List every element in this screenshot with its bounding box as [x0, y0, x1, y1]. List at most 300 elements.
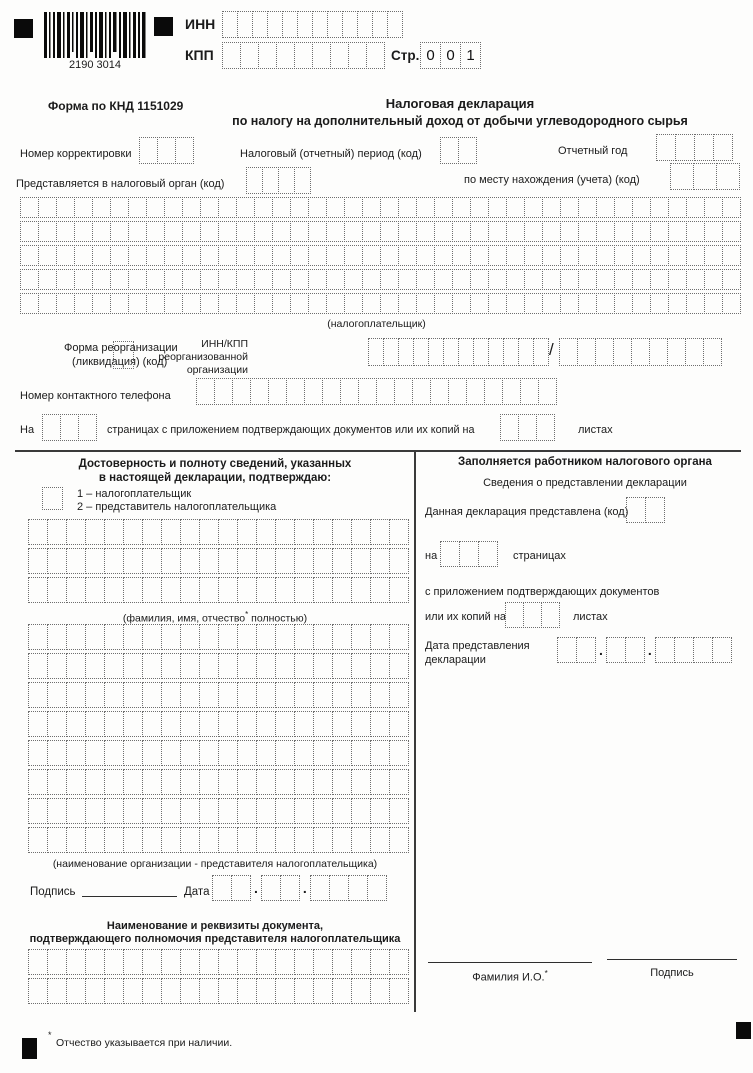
form-cell[interactable] [332, 949, 352, 975]
form-cell[interactable] [668, 269, 687, 290]
form-cell[interactable] [458, 338, 474, 366]
form-cell[interactable] [387, 11, 403, 38]
form-cell[interactable] [712, 637, 732, 663]
form-cell[interactable] [104, 827, 124, 853]
form-cell[interactable] [261, 875, 281, 901]
form-cell[interactable] [161, 827, 181, 853]
form-cell[interactable] [110, 221, 129, 242]
form-cell[interactable] [180, 624, 200, 650]
form-cell[interactable] [370, 624, 390, 650]
form-cell[interactable] [290, 245, 309, 266]
form-cell[interactable] [218, 221, 237, 242]
declaration-submitted-code-field[interactable] [626, 497, 665, 523]
form-cell[interactable] [47, 682, 67, 708]
form-cell[interactable] [275, 548, 295, 574]
form-cell[interactable] [326, 245, 345, 266]
form-cell[interactable] [104, 624, 124, 650]
form-cell[interactable] [142, 624, 162, 650]
form-cell[interactable] [85, 711, 105, 737]
form-cell[interactable] [389, 548, 409, 574]
form-cell[interactable] [218, 827, 238, 853]
form-cell[interactable] [342, 11, 358, 38]
form-cell[interactable] [182, 197, 201, 218]
form-cell[interactable] [142, 711, 162, 737]
form-cell[interactable] [254, 245, 273, 266]
form-cell[interactable] [716, 163, 740, 190]
form-cell[interactable] [161, 949, 181, 975]
form-cell[interactable] [416, 197, 435, 218]
form-cell[interactable] [294, 577, 314, 603]
form-cell[interactable] [123, 548, 143, 574]
form-cell[interactable] [47, 798, 67, 824]
form-cell[interactable] [161, 548, 181, 574]
form-cell[interactable] [478, 541, 498, 567]
form-cell[interactable] [704, 245, 723, 266]
form-cell[interactable] [47, 548, 67, 574]
form-cell[interactable] [704, 221, 723, 242]
form-cell[interactable] [123, 798, 143, 824]
form-cell[interactable] [180, 682, 200, 708]
form-cell[interactable] [267, 11, 283, 38]
form-cell[interactable] [123, 827, 143, 853]
form-cell[interactable] [275, 577, 295, 603]
form-cell[interactable] [304, 378, 323, 405]
form-cell[interactable] [668, 197, 687, 218]
form-cell[interactable] [596, 245, 615, 266]
copies-count-field-right[interactable] [505, 602, 560, 628]
form-cell[interactable] [254, 197, 273, 218]
form-cell[interactable] [632, 293, 651, 314]
form-cell[interactable] [28, 978, 48, 1004]
form-cell[interactable] [416, 293, 435, 314]
form-cell[interactable] [313, 548, 333, 574]
form-cell[interactable] [557, 637, 577, 663]
form-cell[interactable] [104, 740, 124, 766]
form-cell[interactable] [236, 197, 255, 218]
form-cell[interactable] [440, 137, 459, 164]
form-cell[interactable] [344, 221, 363, 242]
form-cell[interactable] [199, 949, 219, 975]
form-cell[interactable] [370, 653, 390, 679]
form-cell[interactable] [42, 487, 63, 510]
form-cell[interactable] [668, 221, 687, 242]
form-cell[interactable] [66, 769, 86, 795]
form-cell[interactable] [370, 577, 390, 603]
form-cell[interactable] [200, 221, 219, 242]
form-cell[interactable] [313, 827, 333, 853]
form-cell[interactable] [294, 167, 311, 194]
form-cell[interactable] [66, 577, 86, 603]
form-cell[interactable] [394, 378, 413, 405]
form-cell[interactable] [142, 769, 162, 795]
form-cell[interactable] [85, 827, 105, 853]
form-cell[interactable] [182, 221, 201, 242]
form-cell[interactable] [370, 682, 390, 708]
form-cell[interactable] [332, 519, 352, 545]
form-cell[interactable] [520, 378, 539, 405]
form-cell[interactable] [704, 293, 723, 314]
form-cell[interactable] [38, 245, 57, 266]
form-cell[interactable] [313, 798, 333, 824]
form-cell[interactable] [358, 378, 377, 405]
form-cell[interactable] [275, 798, 295, 824]
form-cell[interactable] [66, 740, 86, 766]
form-cell[interactable] [505, 602, 524, 628]
form-cell[interactable] [231, 875, 251, 901]
form-cell[interactable] [614, 245, 633, 266]
form-cell[interactable] [180, 577, 200, 603]
form-cell[interactable] [199, 798, 219, 824]
form-cell[interactable] [344, 293, 363, 314]
form-cell[interactable] [92, 245, 111, 266]
form-cell[interactable] [488, 338, 504, 366]
representative-org-grid[interactable] [28, 624, 409, 856]
form-cell[interactable] [290, 197, 309, 218]
form-cell[interactable] [542, 197, 561, 218]
form-cell[interactable] [180, 519, 200, 545]
form-cell[interactable] [459, 541, 479, 567]
form-cell[interactable] [254, 293, 273, 314]
form-cell[interactable] [256, 577, 276, 603]
form-cell[interactable] [180, 740, 200, 766]
form-cell[interactable] [275, 740, 295, 766]
form-cell[interactable] [42, 414, 61, 441]
form-cell[interactable] [180, 798, 200, 824]
form-cell[interactable] [20, 269, 39, 290]
form-cell[interactable] [313, 577, 333, 603]
form-cell[interactable] [110, 293, 129, 314]
form-cell[interactable] [56, 221, 75, 242]
form-cell[interactable] [370, 519, 390, 545]
form-cell[interactable] [164, 245, 183, 266]
form-cell[interactable] [47, 740, 67, 766]
form-cell[interactable] [104, 519, 124, 545]
form-cell[interactable] [294, 827, 314, 853]
form-cell[interactable] [28, 949, 48, 975]
form-cell[interactable] [237, 827, 257, 853]
location-code-field[interactable] [670, 163, 740, 190]
form-cell[interactable] [332, 711, 352, 737]
form-cell[interactable] [104, 949, 124, 975]
form-cell[interactable] [332, 577, 352, 603]
form-cell[interactable] [332, 740, 352, 766]
form-cell[interactable] [236, 245, 255, 266]
form-cell[interactable] [237, 798, 257, 824]
report-year-field[interactable] [656, 134, 733, 161]
form-cell[interactable] [56, 293, 75, 314]
form-cell[interactable] [28, 740, 48, 766]
form-cell[interactable] [256, 798, 276, 824]
form-cell[interactable] [452, 293, 471, 314]
form-cell[interactable] [398, 338, 414, 366]
form-cell[interactable] [222, 11, 238, 38]
form-cell[interactable] [110, 197, 129, 218]
form-cell[interactable] [146, 269, 165, 290]
form-cell[interactable] [313, 519, 333, 545]
form-cell[interactable] [218, 798, 238, 824]
form-cell[interactable] [161, 711, 181, 737]
form-cell[interactable] [524, 269, 543, 290]
form-cell[interactable] [434, 245, 453, 266]
form-cell[interactable] [256, 624, 276, 650]
form-cell[interactable] [308, 293, 327, 314]
form-cell[interactable] [74, 221, 93, 242]
contact-phone-field[interactable] [196, 378, 557, 405]
form-cell[interactable] [200, 293, 219, 314]
form-cell[interactable] [146, 197, 165, 218]
form-cell[interactable] [632, 245, 651, 266]
signer-type-checkbox[interactable] [42, 487, 63, 510]
form-cell[interactable] [376, 378, 395, 405]
form-cell[interactable] [577, 338, 596, 366]
form-cell[interactable] [370, 949, 390, 975]
form-cell[interactable] [199, 740, 219, 766]
form-cell[interactable] [294, 548, 314, 574]
tax-period-field[interactable] [440, 137, 477, 164]
form-cell[interactable] [142, 978, 162, 1004]
form-cell[interactable] [66, 682, 86, 708]
form-cell[interactable] [380, 293, 399, 314]
form-cell[interactable] [275, 682, 295, 708]
form-cell[interactable] [182, 269, 201, 290]
form-cell[interactable] [218, 949, 238, 975]
form-cell[interactable] [47, 519, 67, 545]
form-cell[interactable] [218, 682, 238, 708]
form-cell[interactable] [237, 624, 257, 650]
form-cell[interactable] [434, 221, 453, 242]
form-cell[interactable] [389, 769, 409, 795]
form-cell[interactable] [332, 682, 352, 708]
form-cell[interactable] [614, 197, 633, 218]
tax-authority-field[interactable] [246, 167, 311, 194]
form-cell[interactable] [523, 602, 542, 628]
form-cell[interactable] [348, 875, 368, 901]
form-cell[interactable] [340, 378, 359, 405]
form-cell[interactable] [199, 682, 219, 708]
form-cell[interactable] [412, 378, 431, 405]
form-cell[interactable] [123, 949, 143, 975]
form-cell[interactable] [313, 653, 333, 679]
form-cell[interactable] [506, 293, 525, 314]
form-cell[interactable] [123, 577, 143, 603]
form-cell[interactable] [313, 624, 333, 650]
form-cell[interactable] [631, 338, 650, 366]
form-cell[interactable] [389, 827, 409, 853]
form-cell[interactable] [668, 293, 687, 314]
form-cell[interactable] [28, 624, 48, 650]
form-cell[interactable] [542, 245, 561, 266]
form-cell[interactable] [332, 653, 352, 679]
form-cell[interactable] [290, 269, 309, 290]
form-cell[interactable] [218, 978, 238, 1004]
form-cell[interactable] [366, 42, 385, 69]
form-cell[interactable] [237, 740, 257, 766]
form-cell[interactable] [294, 798, 314, 824]
form-cell[interactable] [560, 221, 579, 242]
form-cell[interactable] [278, 167, 295, 194]
form-cell[interactable] [28, 827, 48, 853]
form-cell[interactable] [196, 378, 215, 405]
form-cell[interactable] [484, 378, 503, 405]
form-cell[interactable] [416, 221, 435, 242]
date-month-field[interactable] [261, 875, 300, 901]
form-cell[interactable] [146, 293, 165, 314]
form-cell[interactable] [542, 293, 561, 314]
form-cell[interactable] [506, 269, 525, 290]
form-cell[interactable] [650, 245, 669, 266]
form-cell[interactable] [85, 653, 105, 679]
form-cell[interactable] [66, 711, 86, 737]
form-cell[interactable] [74, 197, 93, 218]
form-cell[interactable] [668, 245, 687, 266]
form-cell[interactable] [694, 134, 714, 161]
form-cell[interactable] [686, 269, 705, 290]
form-cell[interactable] [330, 42, 349, 69]
form-cell[interactable] [686, 197, 705, 218]
form-cell[interactable] [722, 197, 741, 218]
form-cell[interactable] [47, 711, 67, 737]
form-cell[interactable] [161, 769, 181, 795]
form-cell[interactable] [541, 602, 560, 628]
form-cell[interactable] [596, 293, 615, 314]
form-cell[interactable] [506, 197, 525, 218]
form-cell[interactable] [218, 245, 237, 266]
form-cell[interactable] [452, 221, 471, 242]
form-cell[interactable] [614, 221, 633, 242]
form-cell[interactable] [713, 134, 733, 161]
form-cell[interactable] [254, 269, 273, 290]
form-cell[interactable] [85, 769, 105, 795]
form-cell[interactable] [199, 577, 219, 603]
form-cell[interactable] [452, 197, 471, 218]
form-cell[interactable] [232, 378, 251, 405]
form-cell[interactable] [693, 637, 713, 663]
form-cell[interactable] [110, 245, 129, 266]
form-cell[interactable] [362, 269, 381, 290]
form-cell[interactable] [503, 338, 519, 366]
reorg-inn-field[interactable] [368, 338, 549, 366]
form-cell[interactable] [351, 682, 371, 708]
form-cell[interactable] [370, 798, 390, 824]
form-cell[interactable] [262, 167, 279, 194]
form-cell[interactable] [413, 338, 429, 366]
form-cell[interactable] [632, 221, 651, 242]
form-cell[interactable] [674, 637, 694, 663]
form-cell[interactable] [275, 827, 295, 853]
form-cell[interactable] [398, 293, 417, 314]
form-cell[interactable] [297, 11, 313, 38]
date-year-field[interactable] [655, 637, 732, 663]
form-cell[interactable] [275, 519, 295, 545]
form-cell[interactable] [240, 42, 259, 69]
form-cell[interactable] [272, 221, 291, 242]
form-cell[interactable] [47, 577, 67, 603]
form-cell[interactable] [104, 548, 124, 574]
form-cell[interactable] [286, 378, 305, 405]
form-cell[interactable] [182, 293, 201, 314]
date-month-field[interactable] [606, 637, 645, 663]
form-cell[interactable] [313, 740, 333, 766]
form-cell[interactable] [434, 269, 453, 290]
form-cell[interactable] [506, 245, 525, 266]
form-cell[interactable] [182, 245, 201, 266]
form-cell[interactable] [85, 978, 105, 1004]
form-cell[interactable] [370, 711, 390, 737]
form-cell[interactable] [380, 269, 399, 290]
form-cell[interactable] [344, 269, 363, 290]
form-cell[interactable] [161, 682, 181, 708]
form-cell[interactable] [693, 163, 717, 190]
form-cell[interactable] [470, 269, 489, 290]
copies-count-field[interactable] [500, 414, 555, 441]
form-cell[interactable] [686, 245, 705, 266]
date-day-field[interactable] [212, 875, 251, 901]
form-cell[interactable] [92, 269, 111, 290]
form-cell[interactable] [236, 221, 255, 242]
form-cell[interactable] [370, 769, 390, 795]
form-cell[interactable] [104, 798, 124, 824]
form-cell[interactable] [78, 414, 97, 441]
form-cell[interactable] [218, 269, 237, 290]
form-cell[interactable] [123, 653, 143, 679]
form-cell[interactable] [256, 519, 276, 545]
form-cell[interactable] [275, 711, 295, 737]
form-cell[interactable] [313, 711, 333, 737]
form-cell[interactable] [506, 221, 525, 242]
form-cell[interactable] [282, 11, 298, 38]
form-cell[interactable] [180, 711, 200, 737]
form-cell[interactable] [362, 293, 381, 314]
form-cell[interactable] [322, 378, 341, 405]
form-cell[interactable] [199, 653, 219, 679]
form-cell[interactable] [164, 269, 183, 290]
form-cell[interactable] [272, 245, 291, 266]
form-cell[interactable] [294, 740, 314, 766]
form-cell[interactable] [655, 637, 675, 663]
form-cell[interactable] [470, 221, 489, 242]
form-cell[interactable] [180, 653, 200, 679]
form-cell[interactable] [56, 245, 75, 266]
form-cell[interactable] [344, 245, 363, 266]
form-cell[interactable] [237, 978, 257, 1004]
form-cell[interactable] [326, 197, 345, 218]
date-day-field[interactable] [557, 637, 596, 663]
form-cell[interactable] [650, 197, 669, 218]
form-cell[interactable] [161, 653, 181, 679]
form-cell[interactable] [372, 11, 388, 38]
form-cell[interactable] [128, 197, 147, 218]
form-cell[interactable] [66, 978, 86, 1004]
form-cell[interactable] [595, 338, 614, 366]
form-cell[interactable] [252, 11, 268, 38]
form-cell[interactable] [139, 137, 158, 164]
form-cell[interactable] [380, 221, 399, 242]
pages-count-field-right[interactable] [440, 541, 498, 567]
form-cell[interactable] [389, 711, 409, 737]
form-cell[interactable] [142, 949, 162, 975]
form-cell[interactable] [199, 711, 219, 737]
form-cell[interactable] [47, 949, 67, 975]
form-cell[interactable] [650, 293, 669, 314]
form-cell[interactable] [254, 221, 273, 242]
form-cell[interactable] [85, 548, 105, 574]
form-cell[interactable] [704, 269, 723, 290]
form-cell[interactable] [326, 221, 345, 242]
form-cell[interactable] [722, 269, 741, 290]
form-cell[interactable] [104, 978, 124, 1004]
form-cell[interactable] [560, 269, 579, 290]
form-cell[interactable] [161, 798, 181, 824]
